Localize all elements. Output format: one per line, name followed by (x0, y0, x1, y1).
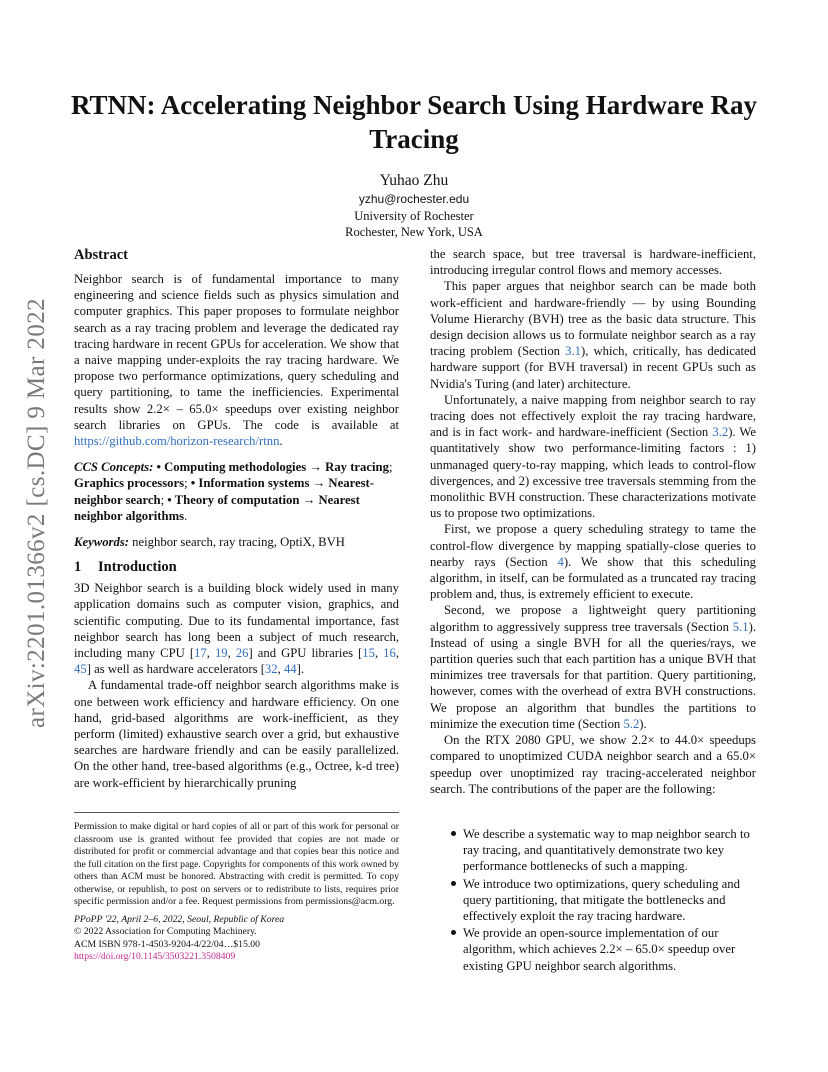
citation-link[interactable]: 44 (283, 662, 297, 677)
text-run: , (227, 646, 236, 661)
text-run: 3D Neighbor search is a building block widely used in many application domains such as computer vision, graphics, and scientific computing. Due to its fundamental importance, fast neighbor search has long been a subject of much research, including many CPU [ (74, 581, 399, 661)
permission-notice: Permission to make digital or hard copies of all or part of this work for personal or classroom use is granted without fee provided that copies are not made or distributed for profit or commercial advantage and that copies bear this notice and the full citation on the first page. Copyrights for components of this work owned by others than ACM must be honored. Abstracting with credit is permitted. To copy otherwise, or republish, to post on servers or to redistribute to lists, requires prior specific permission and/or a fee. Request permissions from permissions@acm.org. (74, 821, 399, 907)
intro-paragraph-3 (430, 278, 756, 391)
keywords-text: neighbor search, ray tracing, OptiX, BVH (128, 535, 345, 550)
text-run: ). We show that this scheduling algorithm, in itself, can be formulated as a truncated ray tracing problem and, thus, is extremely efficient to execute. (430, 554, 756, 602)
list-item-text: We provide an open-source implementation of our algorithm, which achieves 2.2× – 65.0× speedup over existing GPU neighbor search algorithms. (463, 926, 736, 973)
bullet-icon (451, 930, 456, 935)
right-column (430, 246, 756, 797)
venue-line: PPoPP '22, April 2–6, 2022, Seoul, Republic of Korea (74, 913, 285, 925)
citation-link[interactable]: 19 (214, 646, 228, 661)
intro-heading (74, 558, 399, 576)
section-title: Introduction (98, 559, 177, 576)
text-run: First, we propose a query scheduling strategy to tame the control-flow divergence by mapping spatially-close queries to nearby rays (Section (430, 522, 756, 569)
footnote-rule (74, 812, 399, 813)
text-run: Unfortunately, a naive mapping from neighbor search to ray tracing does not effectively exploit the ray tracing hardware, and is in fact work- and hardware-inefficient (Section (430, 392, 756, 440)
text-run: ] and GPU libraries [ (248, 646, 363, 661)
text-run: , (374, 646, 384, 661)
section-ref-link[interactable]: 5.1 (732, 619, 749, 634)
ccs-label: CCS Concepts: (74, 460, 154, 475)
section-ref-link[interactable]: 3.1 (565, 344, 581, 359)
isbn-line: ACM ISBN 978-1-4503-9204-4/22/04…$15.00 (74, 938, 260, 950)
abstract-heading: Abstract (74, 247, 128, 263)
citation-link[interactable]: 45 (74, 662, 87, 677)
citation-link[interactable]: 32 (264, 662, 278, 677)
code-link[interactable]: https://github.com/horizon-research/rtnn (74, 434, 280, 449)
author-email[interactable]: yzhu@rochester.edu (358, 192, 470, 206)
citation-link[interactable]: 17 (194, 646, 207, 661)
text-run: Second, we propose a lightweight query partitioning algorithm to aggressively suppress tree traversals (Section (430, 603, 756, 634)
text-run: ] as well as hardware accelerators [ (86, 662, 265, 677)
section-ref-link[interactable]: 5.2 (623, 716, 640, 731)
ccs-end: . (184, 508, 188, 523)
abstract-paragraph (74, 271, 399, 449)
intro-paragraph-4 (430, 392, 756, 522)
intro-paragraph-2-continued: the search space, but tree traversal is hardware-inefficient, introducing irregular control flows and memory accesses. (430, 247, 756, 278)
bullet-icon (451, 881, 456, 886)
intro-paragraph-1 (74, 580, 399, 677)
ccs-sep: ; (388, 460, 393, 475)
text-run: , (395, 646, 399, 661)
text-run: ). We quantitatively show two performance-limiting factors : 1) unmanaged query-to-ray mapping, which leads to control-flow divergences, and 2) excessive tree traversals stemming from the monolithic BVH construction. These characterizations motivate us to propose two optimizations. (430, 425, 756, 521)
doi-link[interactable]: https://doi.org/10.1145/3503221.3508409 (74, 951, 236, 962)
author-affiliation: University of Rochester (354, 208, 474, 223)
copyright-line: © 2022 Association for Computing Machinery. (74, 926, 257, 937)
intro-paragraph-2: A fundamental trade-off neighbor search algorithms make is one between work efficiency and hardware efficiency. On one hand, grid-based algorithms are work-inefficient, as they perform (limited) exhaustive search over a grid, but exhaustive searches are hardware friendly and can be easily parallelized. On the other hand, tree-based algorithms (e.g., Octree, k-d tree) are work-efficient by hierarchically pruning (74, 678, 399, 790)
text-run: This paper argues that neighbor search can be made both work-efficient and hardware-friendly — by using Bounding Volume Hierarchy (BVH) tree as the basic data structure. This design decision allows us to formulate neighbor search as a ray tracing problem (Section (430, 279, 756, 359)
author-name: Yuhao Zhu (379, 172, 449, 189)
bullet-icon (451, 831, 456, 836)
text-run: ]. (296, 662, 305, 677)
section-ref-link[interactable]: 3.2 (712, 425, 729, 440)
text-run: , (277, 662, 284, 677)
ccs-concept-4: • Theory of computation → Nearest neighbor algorithms (74, 492, 360, 523)
list-item (430, 925, 756, 974)
author-location: Rochester, New York, USA (345, 225, 483, 239)
citation-link[interactable]: 26 (235, 646, 249, 661)
citation-link[interactable]: 16 (383, 646, 396, 661)
section-number: 1 (74, 559, 82, 576)
ccs-sep: ; (160, 492, 168, 507)
section-ref-link[interactable]: 4 (557, 554, 564, 569)
citation-link[interactable]: 15 (362, 646, 375, 661)
footnote (74, 821, 399, 964)
intro-paragraph-6 (430, 602, 756, 732)
list-item-text: We describe a systematic way to map neighbor search to ray tracing, and quantitatively demonstrate two key performance bottlenecks of such a mapping. (463, 827, 750, 874)
list-item-text: We introduce two optimizations, query scheduling and query partitioning, that mitigate the bottlenecks and effectively exploit the ray tracing hardware. (463, 876, 740, 924)
text-run: ). Instead of using a single BVH for all the queries/rays, we partition queries such that each partition has a unique BVH that minimizes tree traversals for that partition. Query partitioning, however, comes with the overhead of extra BVH constructions. We propose an algorithm that bundles the partitions to minimize the execution time (Section (430, 619, 756, 731)
intro-paragraph-5 (430, 521, 756, 602)
paper-title: RTNN: Accelerating Neighbor Search Using Hardware Ray Tracing (71, 90, 757, 154)
list-item (430, 826, 756, 875)
ccs-concepts (74, 459, 399, 524)
intro-paragraph-7: On the RTX 2080 GPU, we show 2.2× to 44.0× speedups compared to unoptimized CUDA neighbor search and a 65.0× speedup over unoptimized ray tracing-accelerated neighbor search. The contributions of the paper are the following: (430, 733, 756, 796)
ccs-concept-1: • Computing methodologies → Ray tracing (156, 460, 389, 475)
text-run: ), which, critically, has dedicated hardware support (for BVH traversal) in recent GPUs such as Nvidia's Turing (and later) architecture. (430, 344, 756, 391)
ccs-concept-3: • Information systems → Nearest-neighbor search (74, 476, 374, 507)
text-run: ). (639, 716, 647, 731)
contribution-list (430, 826, 756, 975)
ccs-sep: ; (184, 476, 191, 491)
ccs-concept-2: Graphics processors (74, 476, 185, 491)
text-run: , (206, 646, 215, 661)
abstract-text: Neighbor search is of fundamental importance to many engineering and science fields such as physics simulation and computer graphics. This paper proposes to formulate neighbor search as a ray tracing problem and leverage the dedicated ray tracing hardware in recent GPUs for acceleration. We show that a naive mapping under-exploits the ray tracing hardware. We propose two performance optimizations, query scheduling and query partitioning, to tame the inefficiencies. Experimental results show 2.2× – 65.0× speedups over existing neighbor search libraries on GPUs. The code is available at (74, 272, 399, 432)
left-column (74, 246, 399, 791)
keywords-label: Keywords: (74, 535, 129, 550)
arxiv-stamp: arXiv:2201.01366v2 [cs.DC] 9 Mar 2022 (23, 297, 50, 728)
author-block (214, 171, 614, 241)
keywords (74, 534, 399, 550)
abstract-end: . (279, 434, 283, 449)
list-item (430, 876, 756, 925)
